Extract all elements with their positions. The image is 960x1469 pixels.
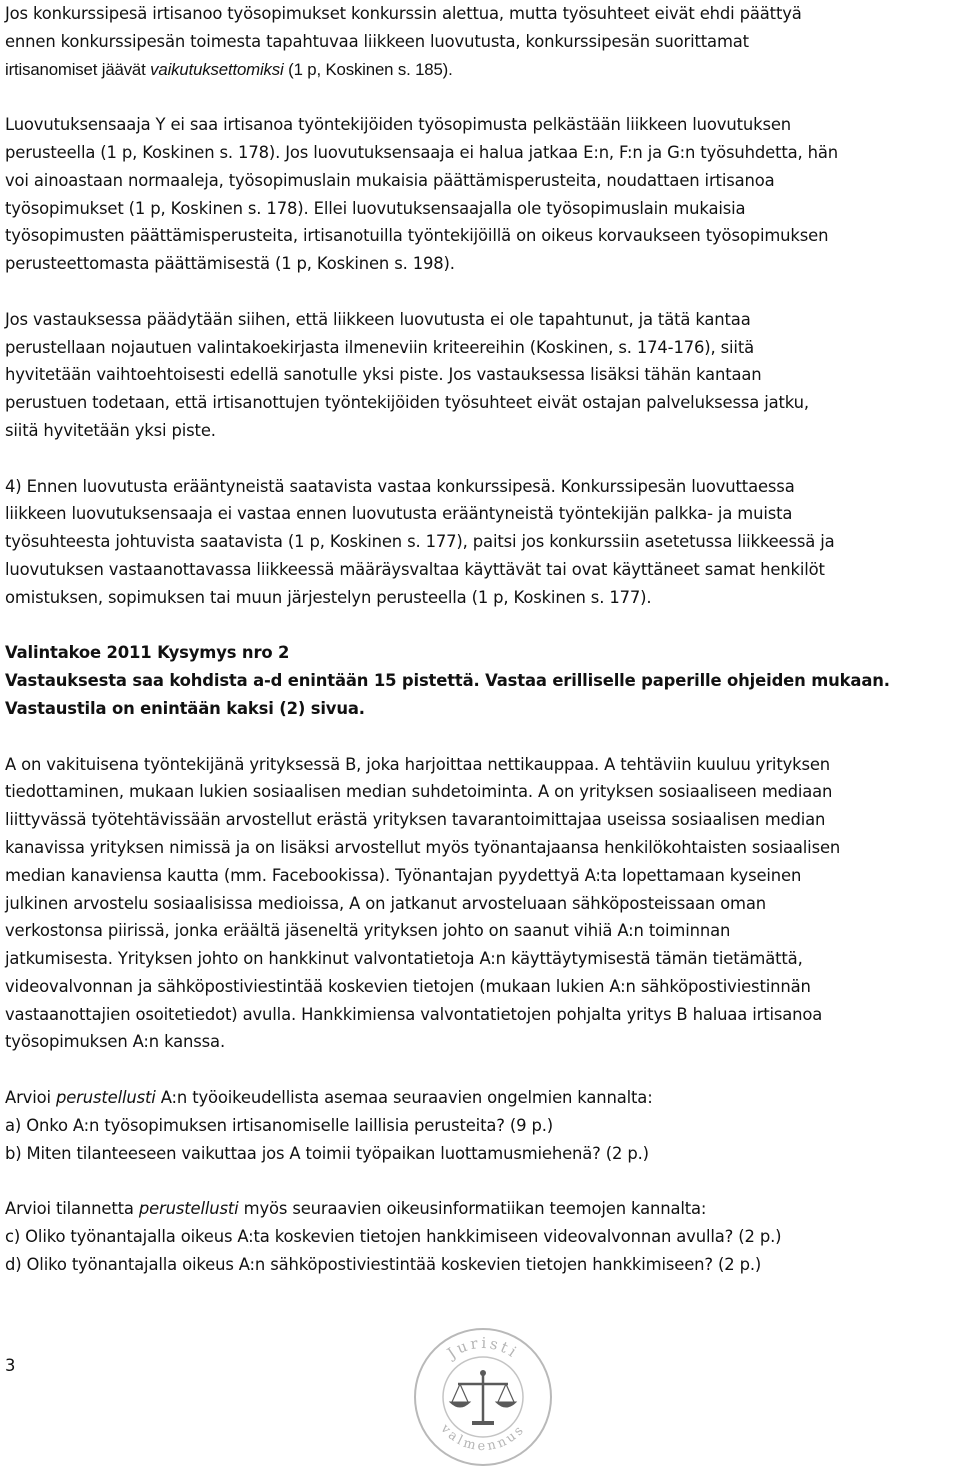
heading-title: Valintakoe 2011 Kysymys nro 2: [5, 643, 290, 663]
document-page: [5, 0, 957, 1279]
scales-of-justice-icon: [450, 1370, 516, 1425]
question-a: a) Onko A:n työsopimuksen irtisanomiselle laillisia perusteita? (9 p.): [5, 1115, 553, 1135]
question-c: c) Oliko työnantajalla oikeus A:ta koskevien tietojen hankkimiseen videovalvonnan avulla? (2 p.): [5, 1227, 782, 1247]
seal-text-top: Juristi: [443, 1333, 523, 1363]
emphasis-text: perustellusti: [55, 1088, 156, 1108]
text-line: Luovutuksensaaja Y ei saa irtisanoa työntekijöiden työsopimusta pelkästään liikkeen luovutuksen: [5, 115, 792, 135]
text-fragment: (1 p, Koskinen s. 185).: [283, 59, 453, 79]
text-line: työsopimukset (1 p, Koskinen s. 178). Ellei luovutuksensaajalla ole työsopimuslain mukaisia: [5, 198, 746, 218]
paragraph-gap: [5, 1056, 957, 1084]
paragraph-receivables: [5, 473, 957, 612]
text-line: kanavissa yrityksen nimissä ja on lisäksi arvostellut myös työnantajaansa henkilökohtaisten sosiaalisen: [5, 837, 841, 857]
paragraph-bankruptcy-termination: [5, 0, 957, 83]
text-line: siitä hyvitetään yksi piste.: [5, 420, 216, 440]
paragraph-gap: [5, 83, 957, 111]
text-line: median kanaviensa kautta (mm. Facebookissa). Työnantajan pyydettyä A:ta lopettamaan kyseinen: [5, 865, 802, 885]
text-line: Jos konkurssipesä irtisanoo työsopimukset konkurssin alettua, mutta työsuhteet eivät ehdi päättyä: [5, 4, 802, 23]
text-line: luovutuksen vastaanottavassa liikkeessä määräysvaltaa käyttävät tai ovat käyttäneet samat henkilöt: [5, 559, 825, 579]
paragraph-gap: [5, 1167, 957, 1195]
text-line: työsopimuksen A:n kanssa.: [5, 1032, 226, 1052]
text-line: hyvitetään vaihtoehtoisesti edellä sanotulle yksi piste. Jos vastauksessa lisäksi tähän kantaan: [5, 365, 762, 385]
paragraph-gap: [5, 278, 957, 306]
text-fragment: irtisanomiset jäävät: [5, 59, 151, 79]
paragraph-gap: [5, 612, 957, 640]
text-line: verkostonsa piirissä, jonka eräältä jäseneltä yrityksen johto on saanut vihiä A:n toiminnan: [5, 921, 731, 941]
text-line: voi ainoastaan normaaleja, työsopimuslain mukaisia päättämisperusteita, noudattaen irtisanoa: [5, 170, 775, 190]
paragraph-gap: [5, 445, 957, 473]
text-fragment: A:n työoikeudellista asemaa seuraavien ongelmien kannalta:: [155, 1088, 653, 1108]
text-line: ennen konkurssipesän toimesta tapahtuvaa liikkeen luovutusta, konkurssipesän suorittamat: [5, 31, 749, 51]
page-number: 3: [5, 1356, 16, 1375]
seal-text-bottom: valmennus: [437, 1421, 529, 1455]
text-line: liittyvässä työtehtävissään arvostellut erästä yrityksen tavarantoimittajaa useissa sosiaalisen median: [5, 810, 826, 830]
text-line: Jos vastauksessa päädytään siihen, että liikkeen luovutusta ei ole tapahtunut, ja tätä kantaa: [5, 309, 751, 329]
emphasis-text: vaikutuksettomiksi: [150, 59, 284, 79]
questions-legal-informatics: [5, 1195, 957, 1278]
text-line: A on vakituisena työntekijänä yrityksessä B, joka harjoittaa nettikauppaa. A tehtäviin kuuluu yrityksen: [5, 754, 831, 774]
heading-space-limit: Vastaustila on enintään kaksi (2) sivua.: [5, 698, 365, 718]
text-fragment: Arvioi: [5, 1088, 56, 1108]
text-line: liikkeen luovutuksensaaja ei vastaa ennen luovutusta erääntyneistä työntekijän palkka- ja muista: [5, 504, 793, 524]
text-line: perustellaan nojautuen valintakoekirjasta ilmeneviin kriteereihin (Koskinen, s. 174-176), siitä: [5, 337, 755, 357]
question-heading: [5, 639, 957, 722]
text-fragment: myös seuraavien oikeusinformatiikan teemojen kannalta:: [238, 1199, 707, 1219]
text-line: vastaanottajien osoitetiedot) avulla. Hankkimiensa valvontatietojen pohjalta yritys B haluaa irtisanoa: [5, 1004, 823, 1024]
text-line: omistuksen, sopimuksen tai muun järjestelyn perusteella (1 p, Koskinen s. 177).: [5, 587, 652, 607]
paragraph-alternative-answer: [5, 306, 957, 445]
paragraph-gap: [5, 723, 957, 751]
text-line: 4) Ennen luovutusta erääntyneistä saatavista vastaa konkurssipesä. Konkurssipesän luovuttaessa: [5, 476, 795, 496]
question-intro: [5, 1195, 957, 1223]
text-line: videovalvonnan ja sähköpostiviestintää koskevien tietojen (mukaan lukien A:n sähköpostiviestinnän: [5, 976, 811, 996]
text-line: perusteettomasta päättämisestä (1 p, Koskinen s. 198).: [5, 254, 455, 274]
text-line: [5, 56, 957, 84]
text-line: jatkumisesta. Yrityksen johto on hankkinut valvontatietoja A:n käyttäytymisestä tämän tietämättä,: [5, 949, 803, 969]
heading-instructions: Vastauksesta saa kohdista a-d enintään 15 pistettä. Vastaa erilliselle paperille ohjeiden mukaan.: [5, 671, 890, 691]
text-line: perusteella (1 p, Koskinen s. 178). Jos luovutuksensaaja ei halua jatkaa E:n, F:n ja G:n työsuhdetta, hän: [5, 142, 839, 162]
text-line: työsuhteesta johtuvista saatavista (1 p, Koskinen s. 177), paitsi jos konkurssiin asetetussa liikkeessä ja: [5, 532, 835, 552]
text-line: työsopimusten päättämisperusteita, irtisanotuilla työntekijöillä on oikeus korvaukseen työsopimuksen: [5, 226, 829, 246]
emphasis-text: perustellusti: [138, 1199, 239, 1219]
text-line: tiedottaminen, mukaan lukien sosiaalisen median suhdetoiminta. A on yrityksen sosiaaliseen mediaan: [5, 782, 833, 802]
text-line: perustuen todetaan, että irtisanottujen työntekijöiden työsuhteet eivät ostajan palveluksessa jatku,: [5, 393, 809, 413]
paragraph-case-description: [5, 751, 957, 1057]
question-d: d) Oliko työnantajalla oikeus A:n sähköpostiviestintää koskevien tietojen hankkimiseen? (2 p.): [5, 1254, 762, 1274]
text-line: julkinen arvostelu sosiaalisissa medioissa, A on jatkanut arvosteluaan sähköposteissaan oman: [5, 893, 767, 913]
question-intro: [5, 1084, 957, 1112]
question-b: b) Miten tilanteeseen vaikuttaa jos A toimii työpaikan luottamusmiehenä? (2 p.): [5, 1143, 649, 1163]
questions-labor-law: [5, 1084, 957, 1167]
juristivalmennus-seal-logo: [412, 1326, 554, 1468]
paragraph-transferee-termination: [5, 111, 957, 278]
text-fragment: Arvioi tilannetta: [5, 1199, 139, 1219]
